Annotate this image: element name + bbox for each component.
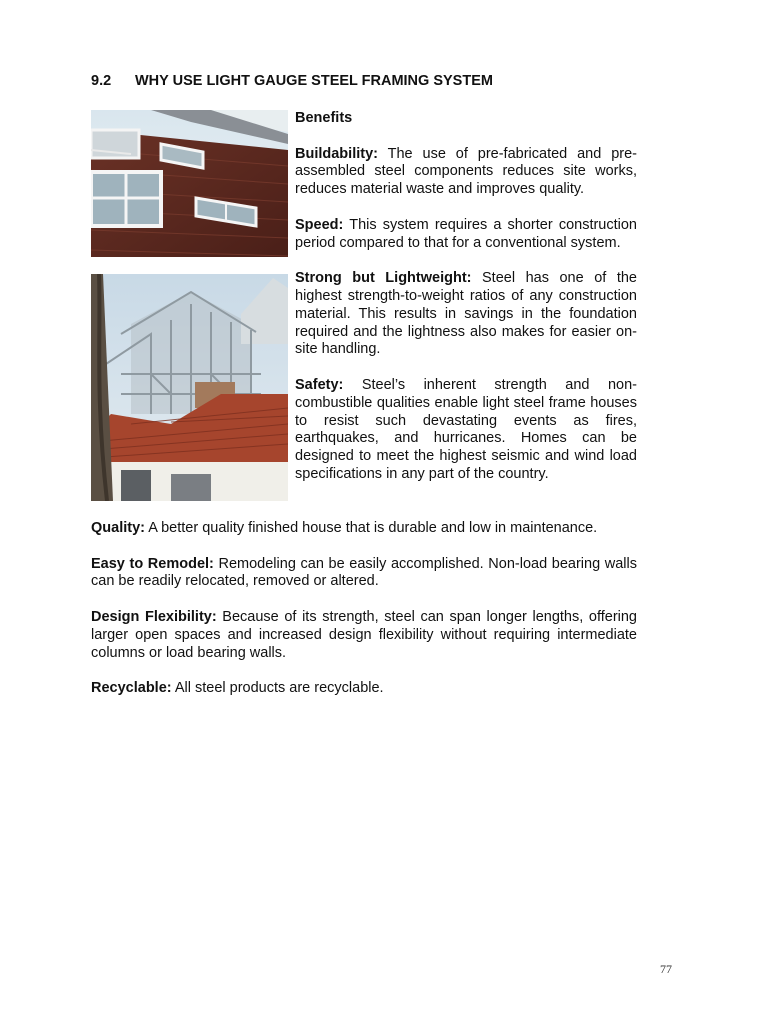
benefit-label: Quality:: [91, 520, 145, 536]
benefit-text: Steel has one of the highest strength-to-weight ratios of any construction material. This results in savings in the foundation required and the lightness also makes for easier on-site handling.: [295, 270, 637, 358]
benefit-label: Safety:: [295, 376, 344, 393]
section-title: WHY USE LIGHT GAUGE STEEL FRAMING SYSTEM: [135, 73, 493, 89]
benefit-text: Remodeling can be easily accomplished. Non-load bearing walls can be readily relocated, removed or altered.: [91, 555, 637, 590]
benefit-text: The use of pre-fabricated and pre-assembled steel components reduces site works, reduces material waste and improves quality.: [295, 145, 637, 198]
right-text-column: [295, 110, 637, 502]
benefit-text: Steel’s inherent strength and non-combustible qualities enable light steel frame houses to resist such devastating events as fires, earthquakes, and hurricanes. Homes can be designed to meet the highest seismic and wind load specifications in any part of the country.: [295, 376, 637, 482]
benefit-paragraph: [295, 377, 637, 484]
section-number: 9.2: [91, 73, 112, 89]
benefit-paragraph: [295, 270, 637, 359]
benefit-paragraph: [91, 520, 637, 538]
benefit-label: Strong but Lightweight:: [295, 270, 472, 287]
steel-frame-construction-photo: [91, 274, 288, 501]
benefit-label: Buildability:: [295, 145, 378, 162]
benefit-paragraph: [295, 217, 637, 253]
full-width-text: [91, 520, 637, 716]
benefit-text: Because of its strength, steel can span longer lengths, offering larger open spaces and increased design flexibility without requiring intermediate columns or load bearing walls.: [91, 608, 637, 661]
section-heading: [91, 73, 493, 89]
benefit-text: All steel products are recyclable.: [171, 680, 384, 697]
benefit-paragraph: [91, 680, 637, 698]
benefit-text: This system requires a shorter construction period compared to that for a conventional system.: [295, 216, 637, 251]
benefit-label: Design Flexibility:: [91, 608, 217, 625]
benefits-heading: Benefits: [295, 110, 353, 126]
benefit-text: A better quality finished house that is durable and low in maintenance.: [144, 520, 598, 536]
benefit-label: Easy to Remodel:: [91, 555, 214, 572]
benefit-label: Speed:: [295, 216, 344, 233]
benefit-paragraph: [91, 609, 637, 662]
page-number: 77: [660, 962, 672, 976]
house-facade-photo: [91, 110, 288, 257]
benefit-paragraph: [91, 556, 637, 592]
benefit-paragraph: [295, 146, 637, 199]
benefit-label: Recyclable:: [91, 680, 172, 697]
